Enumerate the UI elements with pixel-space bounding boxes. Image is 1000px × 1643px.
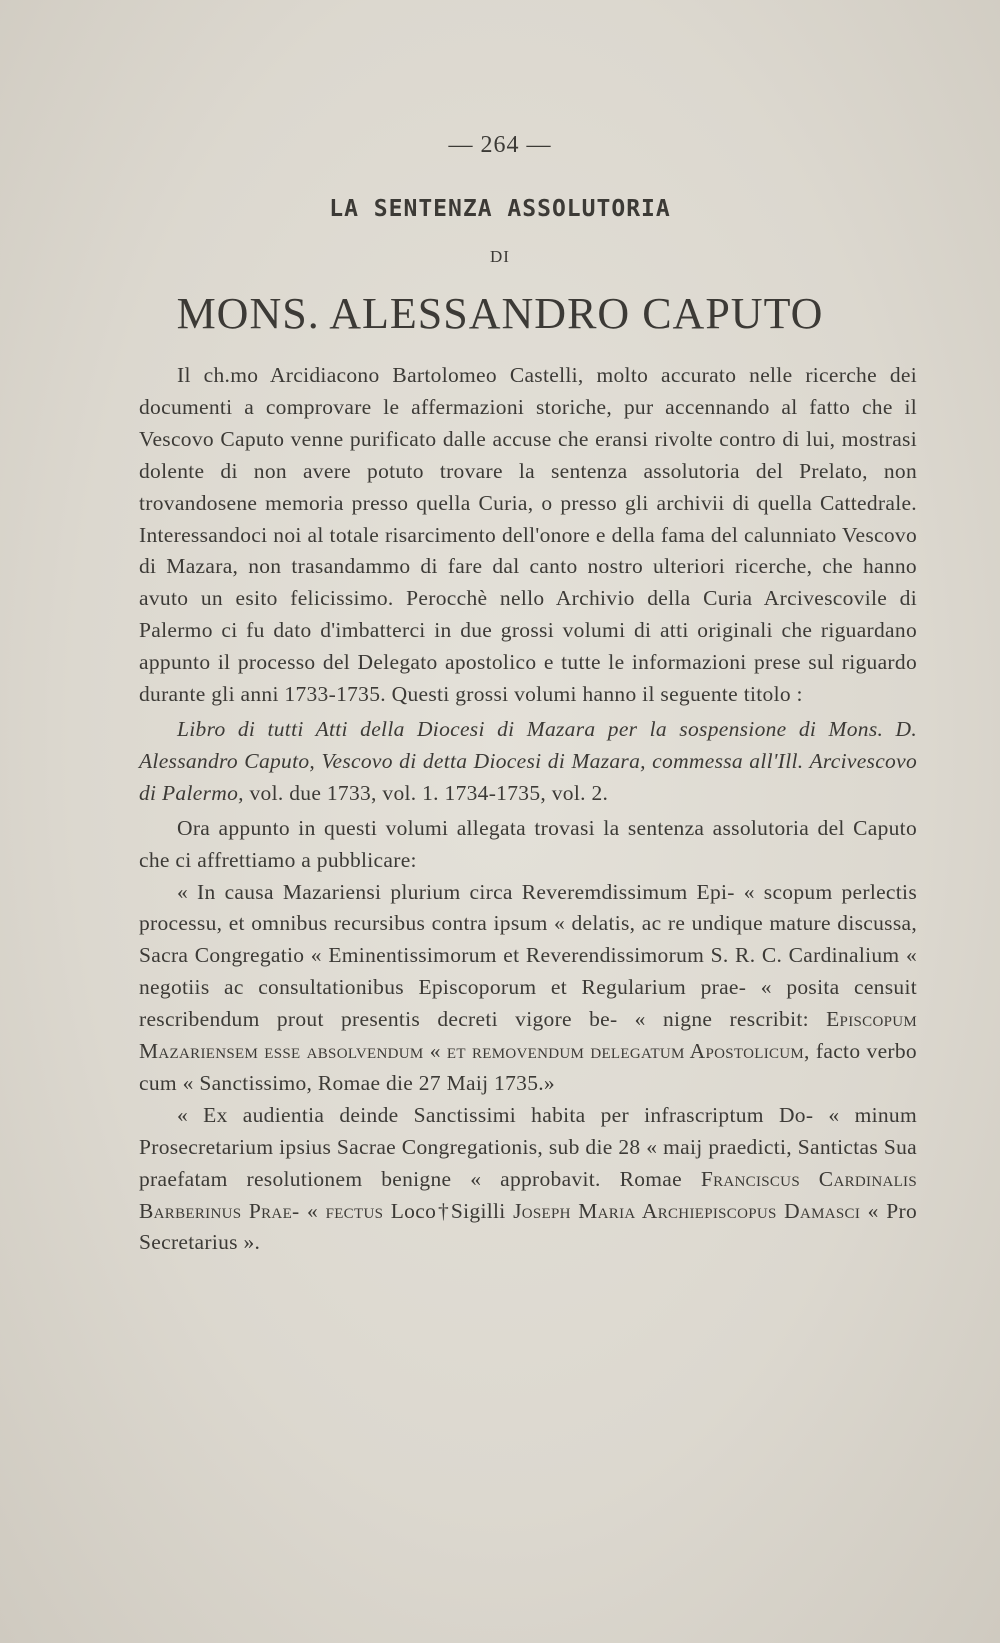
paragraph-approval [139,1100,917,1260]
book-volumes: vol. due 1733, vol. 1. 1734-1735, vol. 2. [243,780,609,805]
approval-closing: « Pro Secretarius ». [139,1198,917,1255]
paragraph-intro: Il ch.mo Arcidiacono Bartolomeo Castelli, molto accurato nelle ricerche dei documenti a comprovare le affermazioni storiche, pur accennando al fatto che il Vescovo Caputo venne purificato dalle accuse che eransi rivolte contro di lui, mostrasi dolente di non avere potuto trovare la sentenza assolutoria del Prelato, non trovandosene memoria presso quella Curia, o presso gli archivii di quella Cattedrale. Interessandoci noi al totale risarcimento dell'onore e della fama del calunniato Vescovo di Mazara, non trasandammo di fare dal canto nostro ulteriori ricerche, che hanno avuto un esito felicissimo. Perocchè nello Archivio della Curia Arcivescovile di Palermo ci fu dato d'imbatterci in due grossi volumi di atti originali che riguardano appunto il processo del Delegato apostolico e tutte le informazioni prese sul riguardo durante gli anni 1733-1735. Questi grossi volumi hanno il seguente titolo : [139,363,917,707]
sentence-verdict: Episcopum Mazariensem esse absolvendum « et removendum delegatum Apostolicum, [139,1007,917,1064]
sentence-date: facto verbo cum « Sanctissimo, Romae die 27 Maij 1735.» [139,1039,917,1095]
title-heading: LA SENTENZA ASSOLUTORIA [329,196,671,222]
seal-note: Loco†Sigilli [383,1198,514,1223]
body-text [139,360,917,1259]
paragraph-sentence [139,877,917,1100]
title-connector: DI [490,247,510,266]
paragraph-sentence-intro: Ora appunto in questi volumi allegata trovasi la sentenza assolutoria del Caputo che ci affrettiamo a pubblicare: [139,815,917,872]
page-number: — 264 — [448,132,552,158]
sentence-text: « In causa Mazariensi plurium circa Reveremdissimum Epi- « scopum perlectis processu, et omnibus recursibus contra ipsum « delatis, ac re undique mature discussa, Sacra Congregatio « Eminentissimorum et Reverendissimorum S. R. C. Cardinalium « negotiis ac consultationibus Episcoporum et Regularium prae- « posita censuit rescribendum prout presentis decreti vigore be- « nigne rescribit: [139,879,917,1032]
paragraph-book-title [139,714,917,810]
approval-text: « Ex audientia deinde Sanctissimi habita per infrascriptum Do- « minum Prosecretarium ipsius Sacrae Congregationis, sub die 28 « maij praedicti, Santictas Sua praefatam resolutionem benigne « approbavit. Romae [139,1102,917,1191]
title-subject: MONS. ALESSANDRO CAPUTO [176,289,824,338]
book-title: Libro di tutti Atti della Diocesi di Mazara per la sospensione di Mons. D. Alessandro Caputo, Vescovo di detta Diocesi di Mazara, commessa all'Ill. Arcivescovo di Palermo, [139,716,917,805]
signatory-prefect: Franciscus Cardinalis Barberinus Prae- « fectus [139,1166,917,1223]
signatory-secretary: Joseph Maria Archiepiscopus Damasci [513,1198,861,1223]
